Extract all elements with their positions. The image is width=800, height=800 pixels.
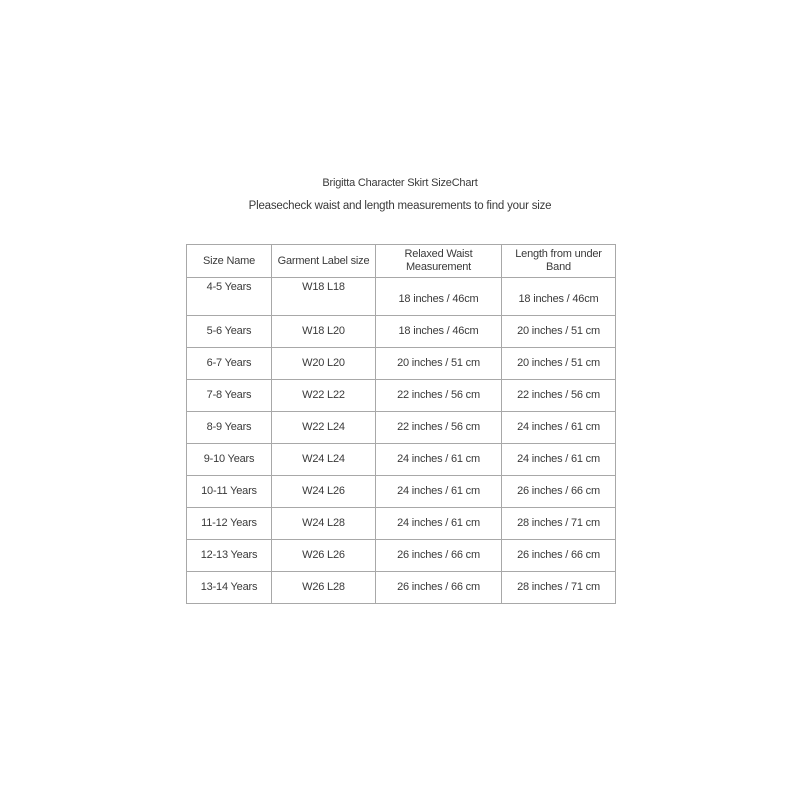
cell-waist: 26 inches / 66 cm xyxy=(376,572,502,604)
cell-length: 20 inches / 51 cm xyxy=(502,316,616,348)
cell-waist: 18 inches / 46cm xyxy=(376,278,502,316)
cell-length: 22 inches / 56 cm xyxy=(502,380,616,412)
cell-size: 5-6 Years xyxy=(187,316,272,348)
header-length-from-band: Length from under Band xyxy=(502,245,616,278)
table-row xyxy=(187,444,616,476)
cell-size: 13-14 Years xyxy=(187,572,272,604)
cell-waist: 26 inches / 66 cm xyxy=(376,540,502,572)
cell-label: W18 L20 xyxy=(272,316,376,348)
cell-length: 24 inches / 61 cm xyxy=(502,444,616,476)
table-row xyxy=(187,380,616,412)
cell-size: 8-9 Years xyxy=(187,412,272,444)
cell-size: 4-5 Years xyxy=(187,278,272,316)
table-row xyxy=(187,412,616,444)
cell-label: W26 L28 xyxy=(272,572,376,604)
cell-size: 6-7 Years xyxy=(187,348,272,380)
page-title: Brigitta Character Skirt SizeChart xyxy=(322,177,478,189)
cell-size: 9-10 Years xyxy=(187,444,272,476)
table-row xyxy=(187,572,616,604)
table-row xyxy=(187,316,616,348)
cell-waist: 24 inches / 61 cm xyxy=(376,476,502,508)
cell-size: 12-13 Years xyxy=(187,540,272,572)
cell-label: W22 L24 xyxy=(272,412,376,444)
cell-length: 26 inches / 66 cm xyxy=(502,540,616,572)
cell-length: 28 inches / 71 cm xyxy=(502,508,616,540)
header-garment-label-size: Garment Label size xyxy=(272,245,376,278)
table-row xyxy=(187,476,616,508)
cell-label: W24 L26 xyxy=(272,476,376,508)
cell-waist: 24 inches / 61 cm xyxy=(376,444,502,476)
table-row xyxy=(187,348,616,380)
cell-waist: 24 inches / 61 cm xyxy=(376,508,502,540)
size-chart-table xyxy=(186,244,616,604)
cell-length: 24 inches / 61 cm xyxy=(502,412,616,444)
cell-waist: 20 inches / 51 cm xyxy=(376,348,502,380)
cell-label: W18 L18 xyxy=(272,278,376,316)
cell-size: 11-12 Years xyxy=(187,508,272,540)
header-size-name: Size Name xyxy=(187,245,272,278)
page-subtitle: Pleasecheck waist and length measurements to find your size xyxy=(248,200,552,212)
cell-size: 10-11 Years xyxy=(187,476,272,508)
header-relaxed-waist: Relaxed Waist Measurement xyxy=(376,245,502,278)
table-row xyxy=(187,508,616,540)
table-row xyxy=(187,540,616,572)
cell-label: W22 L22 xyxy=(272,380,376,412)
cell-length: 18 inches / 46cm xyxy=(502,278,616,316)
cell-length: 28 inches / 71 cm xyxy=(502,572,616,604)
table-header-row xyxy=(187,245,616,278)
cell-waist: 22 inches / 56 cm xyxy=(376,380,502,412)
cell-label: W24 L28 xyxy=(272,508,376,540)
cell-waist: 18 inches / 46cm xyxy=(376,316,502,348)
cell-length: 20 inches / 51 cm xyxy=(502,348,616,380)
cell-waist: 22 inches / 56 cm xyxy=(376,412,502,444)
table-row xyxy=(187,278,616,316)
cell-size: 7-8 Years xyxy=(187,380,272,412)
cell-label: W20 L20 xyxy=(272,348,376,380)
cell-label: W24 L24 xyxy=(272,444,376,476)
cell-length: 26 inches / 66 cm xyxy=(502,476,616,508)
cell-label: W26 L26 xyxy=(272,540,376,572)
